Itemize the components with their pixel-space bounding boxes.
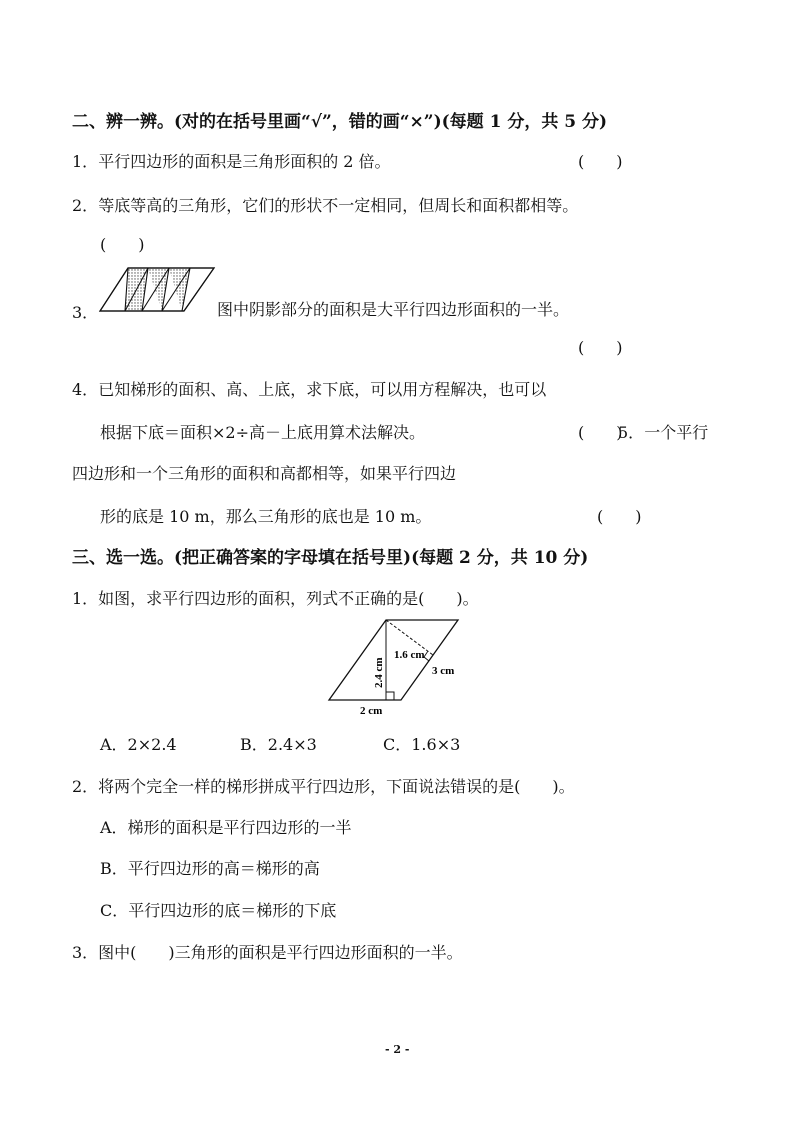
height-label: 2.4 cm xyxy=(373,657,385,688)
answer-blank[interactable]: ( ) xyxy=(578,423,623,442)
page-number: - 2 - xyxy=(385,1043,410,1056)
item-2 xyxy=(72,193,578,216)
item-text: 平行四边形的面积是三角形面积的 2 倍。 xyxy=(98,152,391,171)
item-4-line2: 根据下底＝面积×2÷高－上底用算术法解决。 xyxy=(100,423,425,442)
section-2-heading: 二、辨一辨。(对的在括号里画“√”，错的画“×”)(每题 1 分，共 5 分) xyxy=(72,112,608,132)
item-text-line1a: 一个平行 xyxy=(644,423,709,442)
item-5-start xyxy=(618,420,708,443)
answer-blank[interactable]: ( ) xyxy=(100,235,145,254)
item-text: 等底等高的三角形，它们的形状不一定相同，但周长和面积都相等。 xyxy=(98,196,579,215)
option-a[interactable]: A．2×2.4 xyxy=(100,735,177,754)
item-text-line1: 已知梯形的面积、高、上底，求下底，可以用方程解决，也可以 xyxy=(98,380,547,399)
item-number: 4． xyxy=(72,380,99,399)
base-label: 2 cm xyxy=(360,705,383,717)
item-3-number: 3． xyxy=(72,303,99,322)
option-c[interactable]: C．平行四边形的底＝梯形的下底 xyxy=(100,901,337,920)
item-5-line1b: 四边形和一个三角形的面积和高都相等，如果平行四边 xyxy=(72,464,457,483)
question-2: 2．将两个完全一样的梯形拼成平行四边形，下面说法错误的是( )。 xyxy=(72,777,575,796)
inner-segment-label: 1.6 cm xyxy=(394,649,425,661)
section-3-heading: 三、选一选。(把正确答案的字母填在括号里)(每题 2 分，共 10 分) xyxy=(72,548,589,568)
option-b[interactable]: B．平行四边形的高＝梯形的高 xyxy=(100,859,320,878)
item-4 xyxy=(72,377,546,400)
option-b[interactable]: B．2.4×3 xyxy=(240,735,317,754)
question-3: 3．图中( )三角形的面积是平行四边形面积的一半。 xyxy=(72,943,463,962)
item-1 xyxy=(72,149,391,172)
item-number: 5． xyxy=(618,423,645,442)
item-3-text: 图中阴影部分的面积是大平行四边形面积的一半。 xyxy=(217,300,570,319)
parallelogram-figure xyxy=(320,616,470,720)
option-a[interactable]: A．梯形的面积是平行四边形的一半 xyxy=(100,818,352,837)
item-number: 1． xyxy=(72,152,99,171)
answer-blank[interactable]: ( ) xyxy=(578,338,623,357)
side-label: 3 cm xyxy=(432,665,455,677)
item-number: 2． xyxy=(72,196,99,215)
answer-blank[interactable]: ( ) xyxy=(597,507,642,526)
answer-blank[interactable]: ( ) xyxy=(578,152,623,171)
option-c[interactable]: C．1.6×3 xyxy=(383,735,461,754)
item-5-line2: 形的底是 10 m，那么三角形的底也是 10 m。 xyxy=(100,507,432,526)
question-1: 1．如图，求平行四边形的面积，列式不正确的是( )。 xyxy=(72,589,479,608)
shaded-parallelogram-figure xyxy=(98,266,216,314)
